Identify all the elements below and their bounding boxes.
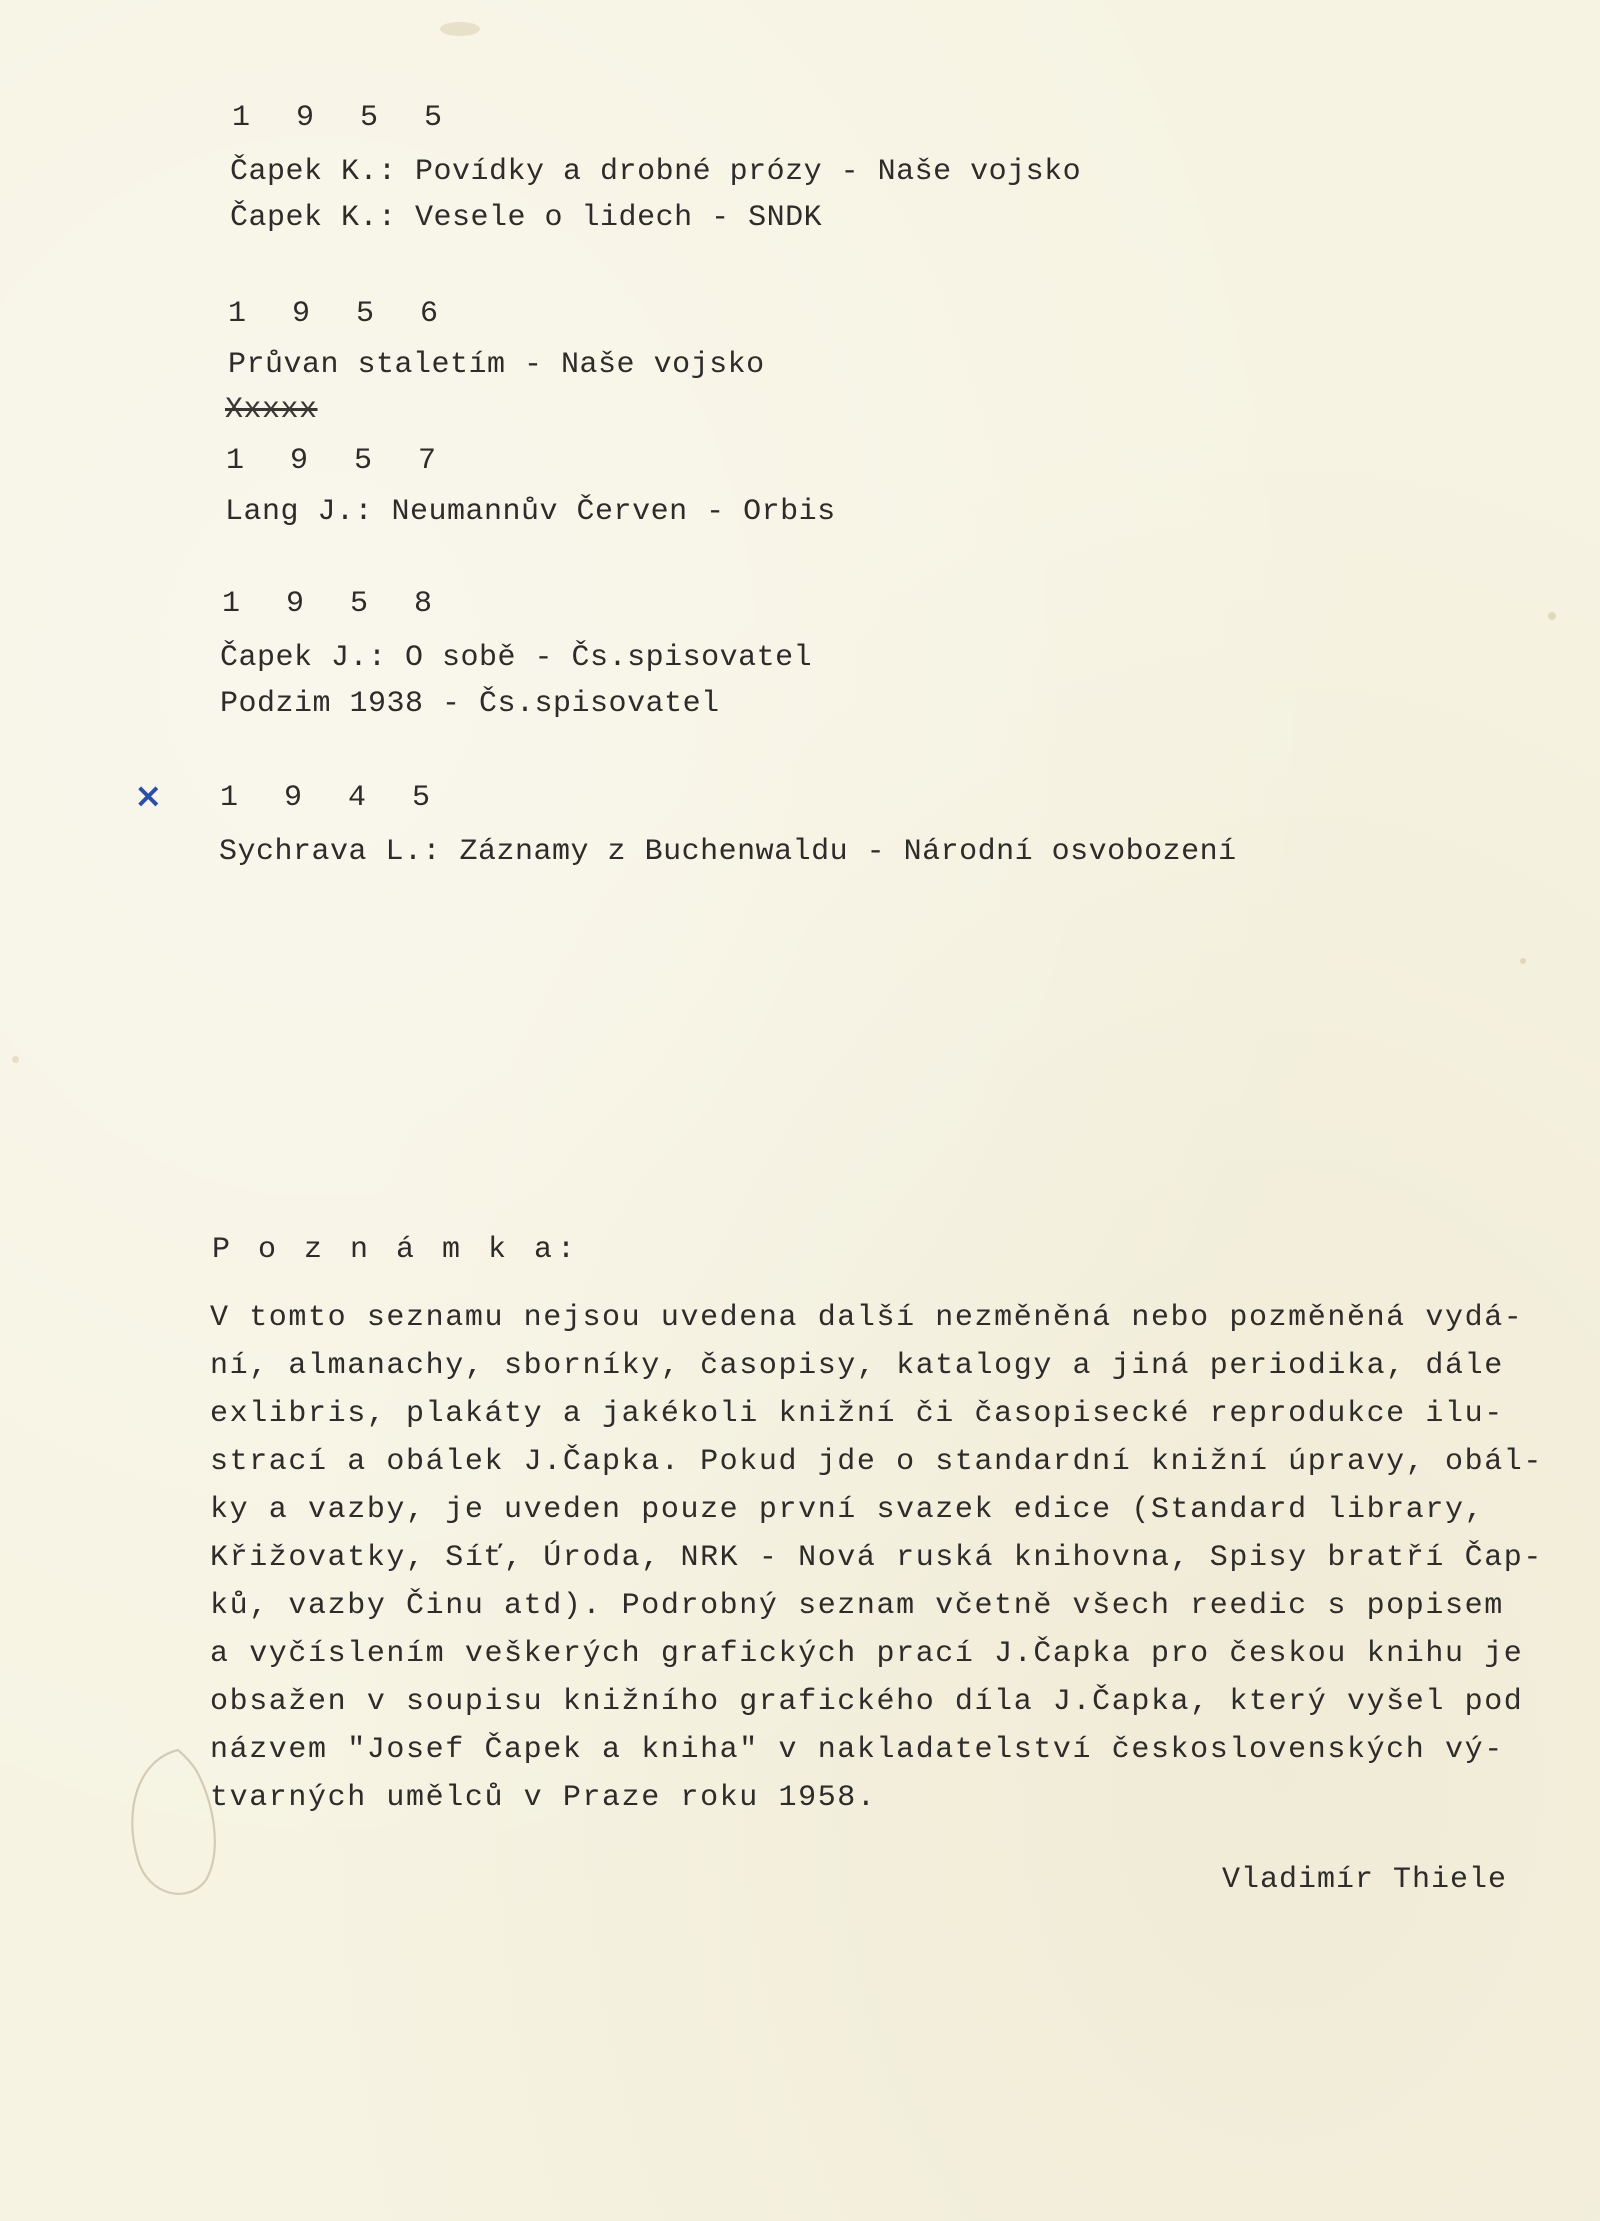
entry-line: Sychrava L.: Záznamy z Buchenwaldu - Národní osvobození [219, 835, 1237, 869]
entry-line: Čapek K.: Povídky a drobné prózy - Naše vojsko [230, 155, 1082, 189]
note-heading: P o z n á m k a: [212, 1233, 581, 1267]
note-line: tvarných umělců v Praze roku 1958. [210, 1781, 877, 1815]
year-heading-1958: 1 9 5 8 [222, 587, 447, 621]
paper-speck [12, 1056, 19, 1063]
year-heading-1955: 1 9 5 5 [232, 101, 457, 135]
entry-line: Lang J.: Neumannův Červen - Orbis [225, 495, 836, 529]
year-heading-1945: 1 9 4 5 [220, 781, 445, 815]
note-line: obsažen v soupisu knižního grafického díla J.Čapka, který vyšel pod [210, 1685, 1524, 1719]
year-heading-1956: 1 9 5 6 [228, 297, 453, 331]
entry-line: Průvan staletím - Naše vojsko [228, 348, 765, 382]
signature: Vladimír Thiele [1222, 1863, 1508, 1897]
paper-speck [440, 22, 480, 36]
note-line: ky a vazby, je uveden pouze první svazek edice (Standard library, [210, 1493, 1485, 1527]
paper-speck [1548, 612, 1556, 620]
note-line: strací a obálek J.Čapka. Pokud jde o standardní knižní úpravy, obál- [210, 1445, 1543, 1479]
note-line: názvem "Josef Čapek a kniha" v nakladatelství československých vý- [210, 1733, 1504, 1767]
note-line: exlibris, plakáty a jakékoli knižní či časopisecké reprodukce ilu- [210, 1397, 1504, 1431]
note-line: a vyčíslením veškerých grafických prací J.Čapka pro českou knihu je [210, 1637, 1524, 1671]
note-line: V tomto seznamu nejsou uvedena další nezměněná nebo pozměněná vydá- [210, 1301, 1524, 1335]
year-heading-1957: 1 9 5 7 [226, 444, 451, 478]
struck-text: Xxxxx [225, 393, 318, 427]
entry-line: Podzim 1938 - Čs.spisovatel [220, 687, 720, 721]
note-line: ní, almanachy, sborníky, časopisy, katalogy a jiná periodika, dále [210, 1349, 1504, 1383]
note-line: ků, vazby Činu atd). Podrobný seznam včetně všech reedic s popisem [210, 1589, 1504, 1623]
pencil-loop-mark [118, 1740, 228, 1910]
note-line: Křižovatky, Síť, Úroda, NRK - Nová ruská knihovna, Spisy bratří Čap- [210, 1541, 1543, 1575]
paper-speck [1520, 958, 1526, 964]
entry-line: Čapek K.: Vesele o lidech - SNDK [230, 201, 823, 235]
margin-x-mark: × [134, 776, 163, 816]
entry-line: Čapek J.: O sobě - Čs.spisovatel [220, 641, 813, 675]
